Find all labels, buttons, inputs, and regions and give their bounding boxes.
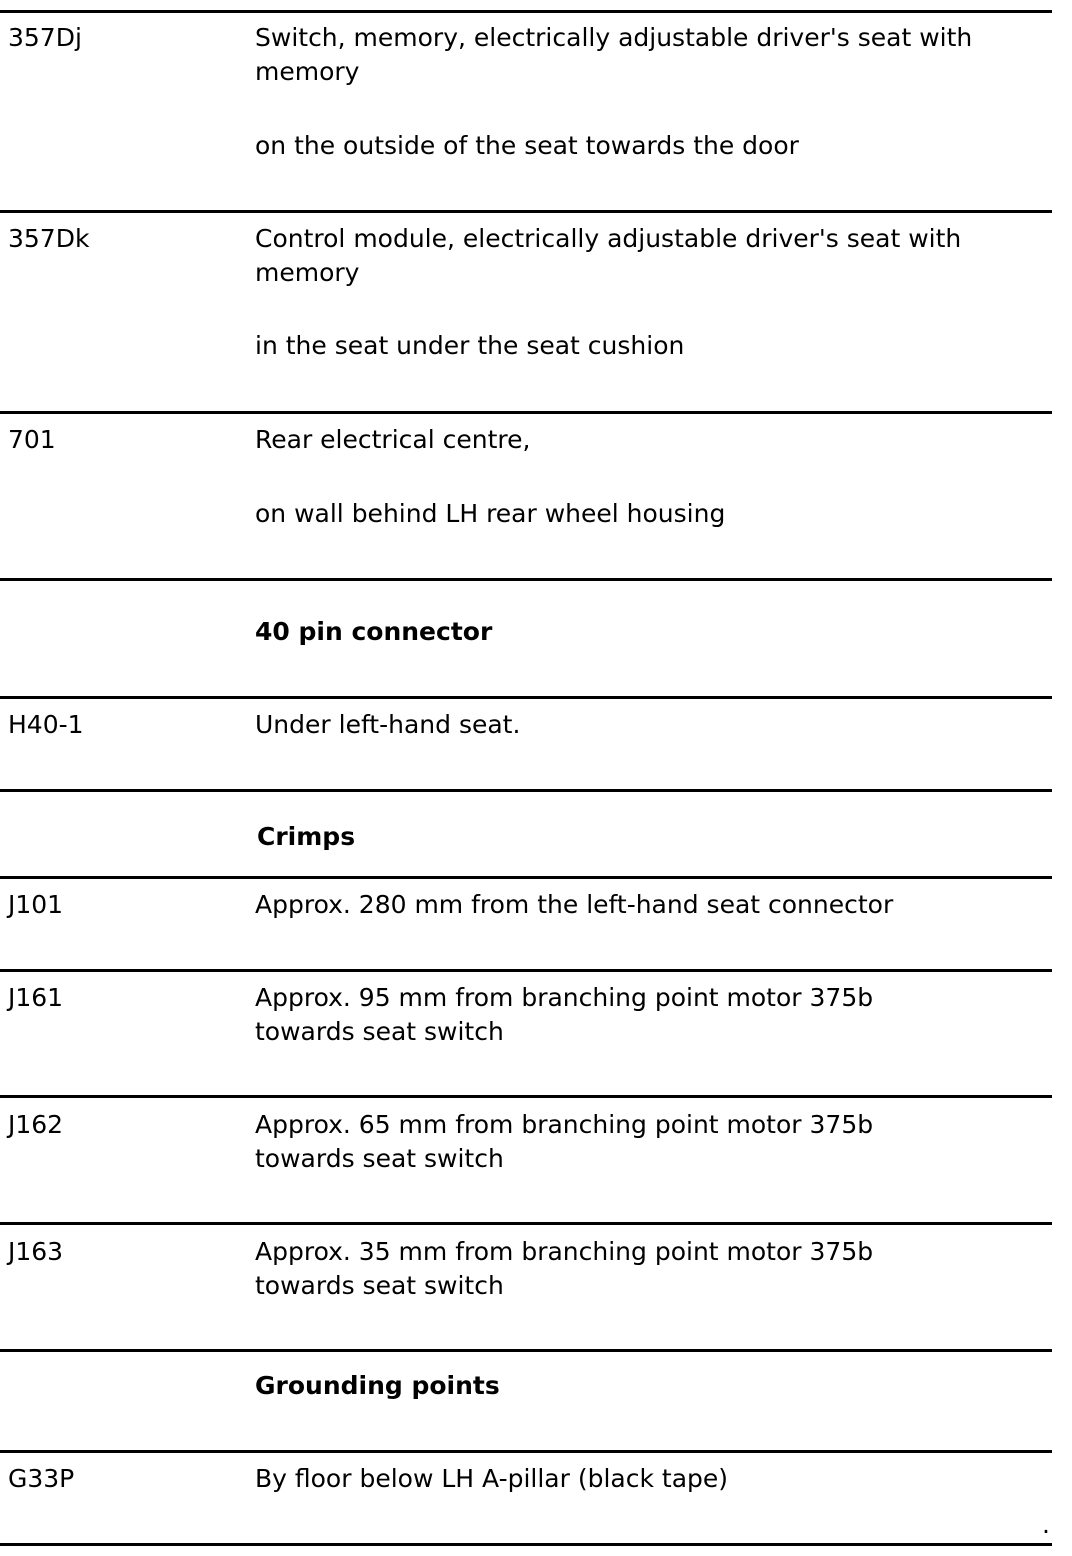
section-heading: 40 pin connector bbox=[255, 617, 493, 646]
component-description: Switch, memory, electrically adjustable driver's seat with memory bbox=[255, 23, 973, 86]
component-code: J163 bbox=[8, 1237, 64, 1266]
component-code: H40-1 bbox=[8, 710, 84, 739]
component-location: on wall behind LH rear wheel housing bbox=[255, 499, 726, 528]
table-rule bbox=[0, 10, 1052, 13]
component-code: J101 bbox=[8, 890, 64, 919]
footer-mark: . bbox=[1042, 1510, 1050, 1539]
table-rule bbox=[0, 578, 1052, 581]
component-description: Approx. 65 mm from branching point motor 375b towards seat switch bbox=[255, 1110, 874, 1173]
component-description: Approx. 280 mm from the left-hand seat connector bbox=[255, 890, 894, 919]
table-rule bbox=[0, 210, 1052, 213]
component-location: on the outside of the seat towards the door bbox=[255, 131, 799, 160]
component-description: Approx. 95 mm from branching point motor 375b towards seat switch bbox=[255, 983, 874, 1046]
component-code: 357Dk bbox=[8, 224, 90, 253]
table-rule bbox=[0, 1450, 1052, 1453]
component-description: Under left-hand seat. bbox=[255, 710, 521, 739]
component-description: Rear electrical centre, bbox=[255, 425, 531, 454]
component-code: 701 bbox=[8, 425, 56, 454]
table-rule bbox=[0, 1222, 1052, 1225]
component-code: J162 bbox=[8, 1110, 64, 1139]
component-code: 357Dj bbox=[8, 23, 82, 52]
table-rule bbox=[0, 969, 1052, 972]
table-rule bbox=[0, 411, 1052, 414]
section-heading: Grounding points bbox=[255, 1371, 500, 1400]
component-location: in the seat under the seat cushion bbox=[255, 331, 685, 360]
table-rule bbox=[0, 1349, 1052, 1352]
table-rule bbox=[0, 696, 1052, 699]
component-description: By floor below LH A-pillar (black tape) bbox=[255, 1464, 729, 1493]
table-rule bbox=[0, 789, 1052, 792]
section-heading: Crimps bbox=[257, 822, 356, 851]
component-code: J161 bbox=[8, 983, 64, 1012]
table-rule bbox=[0, 1543, 1052, 1546]
table-rule bbox=[0, 876, 1052, 879]
component-code: G33P bbox=[8, 1464, 75, 1493]
component-description: Control module, electrically adjustable driver's seat with memory bbox=[255, 224, 962, 287]
component-description: Approx. 35 mm from branching point motor 375b towards seat switch bbox=[255, 1237, 874, 1300]
table-rule bbox=[0, 1095, 1052, 1098]
